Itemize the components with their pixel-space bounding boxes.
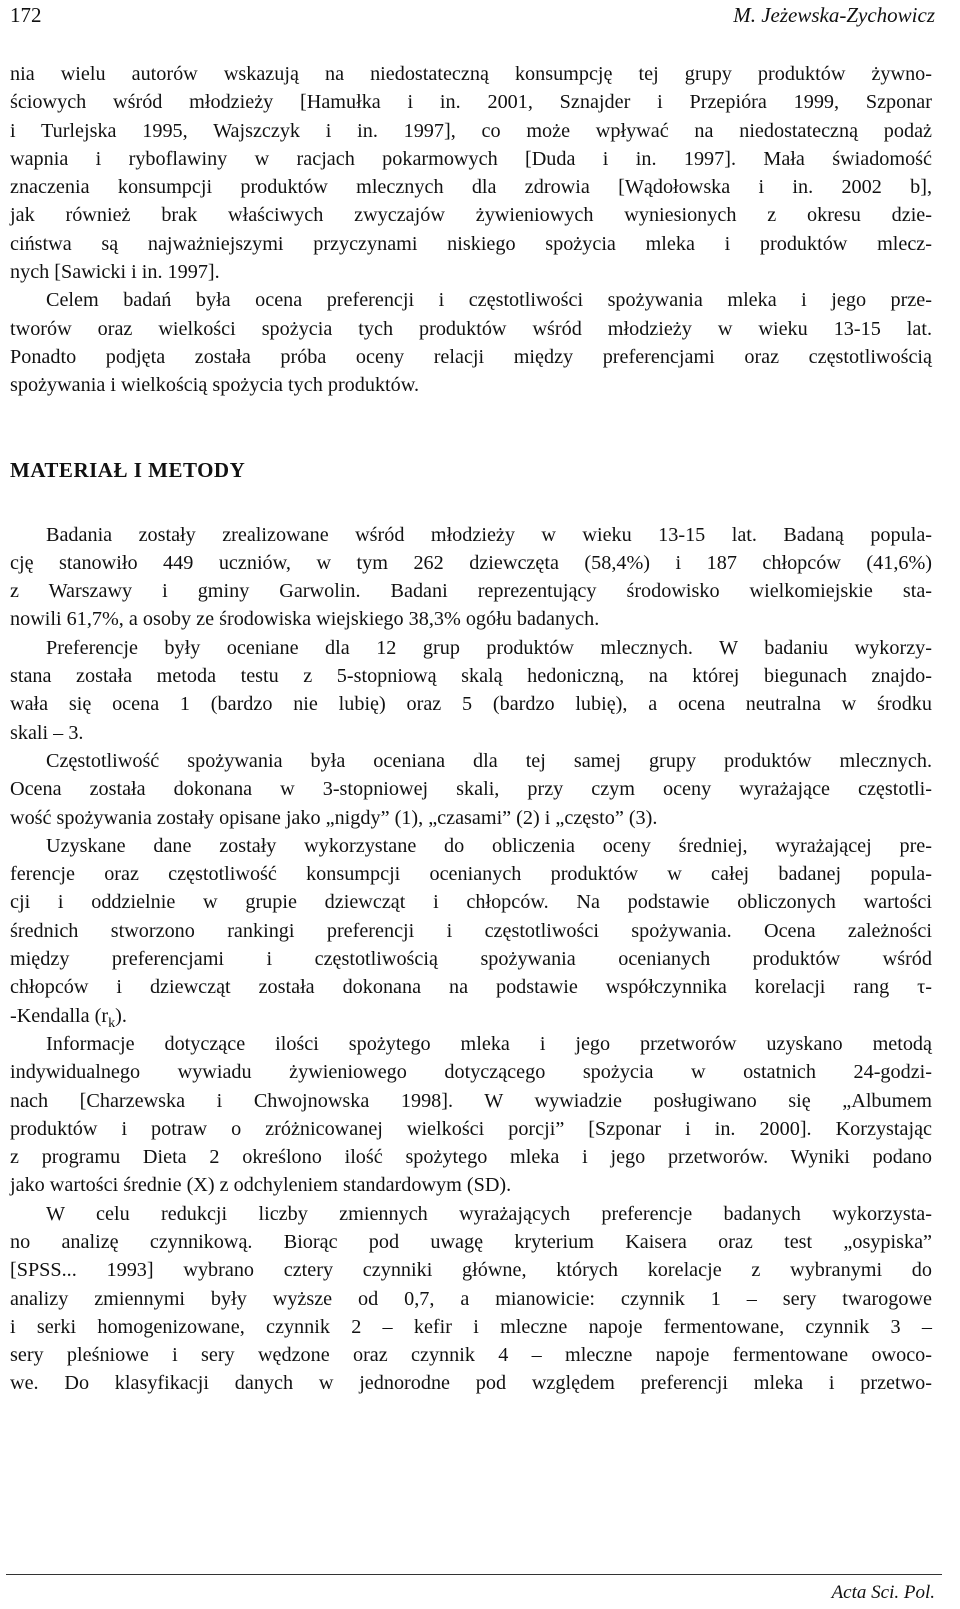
- text-line: nych [Sawicki i in. 1997].: [10, 261, 220, 284]
- text-line: średnich stworzono rankingi preferencji i częstotliwości spożywania. Ocena zależności: [10, 919, 932, 942]
- text-line: analizy zmiennymi były wyższe od 0,7, a mianowicie: czynnik 1 – sery twarogowe: [10, 1287, 932, 1310]
- page-header: [10, 0, 935, 36]
- text-line: Preferencje były oceniane dla 12 grup produktów mlecznych. W badaniu wykorzy-: [46, 636, 932, 659]
- text-line: cji i oddzielnie w grupie dziewcząt i chłopców. Na podstawie obliczonych wartości: [10, 891, 932, 914]
- intro-paragraph-2: [10, 286, 932, 399]
- text-line: i Turlejska 1995, Wajszczyk i in. 1997], co może wpływać na niedostateczną podaż: [10, 119, 932, 142]
- footer-divider: [6, 1574, 942, 1575]
- text-line: no analizę czynnikową. Biorąc pod uwagę kryterium Kaisera oraz test „osypiska”: [10, 1230, 932, 1253]
- text-line: sery pleśniowe i sery wędzone oraz czynnik 4 – mleczne napoje fermentowane owoco-: [10, 1344, 932, 1367]
- text-line: [10, 1002, 932, 1030]
- text-line: chłopców i dziewcząt została dokonana na podstawie współczynnika korelacji rang τ-: [10, 976, 932, 999]
- journal-footer: Acta Sci. Pol.: [831, 1582, 935, 1603]
- text-line: Ponadto podjęta została próba oceny relacji między preferencjami oraz częstotliwością: [10, 345, 932, 368]
- methods-paragraph-3: [10, 747, 932, 832]
- text-line: produktów i potraw o zróżnicowanej wielkości porcji” [Szponar i in. 2000]. Korzystając: [10, 1117, 932, 1140]
- methods-paragraph-5: [10, 1030, 932, 1200]
- methods-paragraph-6: [10, 1200, 932, 1398]
- text-line: jako wartości średnie (X) z odchyleniem standardowym (SD).: [10, 1174, 512, 1197]
- text-line: indywidualnego wywiadu żywieniowego dotyczącego spożycia w ostatnich 24-godzi-: [10, 1061, 932, 1084]
- methods-paragraph-2: [10, 634, 932, 747]
- running-head-author: M. Jeżewska-Zychowicz: [733, 3, 935, 27]
- text-line: Celem badań była ocena preferencji i częstotliwości spożywania mleka i jego prze-: [46, 289, 932, 312]
- text-line: skali – 3.: [10, 721, 84, 744]
- text-line: tworów oraz wielkości spożycia tych produktów wśród młodzieży w wieku 13-15 lat.: [10, 317, 932, 340]
- subscript-k: k: [108, 1014, 116, 1031]
- text-line: wała się ocena 1 (bardzo nie lubię) oraz 5 (bardzo lubię), a ocena neutralna w środku: [10, 693, 932, 716]
- article-body: [10, 60, 932, 1398]
- methods-paragraph-4: [10, 832, 932, 1030]
- kendalla-suffix: ).: [115, 1004, 127, 1027]
- text-line: Ocena została dokonana w 3-stopniowej skali, przy czym oceny wyrażające częstotli-: [10, 778, 932, 801]
- text-line: stana została metoda testu z 5-stopniową skalą hedoniczną, na której biegunach znajdo-: [10, 665, 932, 688]
- text-line: nowili 61,7%, a osoby ze środowiska wiejskiego 38,3% ogółu badanych.: [10, 608, 600, 631]
- text-line: Częstotliwość spożywania była oceniana dla tej samej grupy produktów mlecznych.: [46, 749, 932, 772]
- text-line: i serki homogenizowane, czynnik 2 – kefir i mleczne napoje fermentowane, czynnik 3 –: [10, 1315, 932, 1338]
- text-line: z programu Dieta 2 określono ilość spożytego mleka i jego przetworów. Wyniki podano: [10, 1146, 932, 1169]
- text-line: Uzyskane dane zostały wykorzystane do obliczenia oceny średniej, wyrażającej pre-: [46, 834, 932, 857]
- text-line: wapnia i ryboflawiny w racjach pokarmowych [Duda i in. 1997]. Mała świadomość: [10, 147, 932, 170]
- text-line: z Warszawy i gminy Garwolin. Badani reprezentujący środowisko wielkomiejskie sta-: [10, 580, 932, 603]
- text-line: Informacje dotyczące ilości spożytego mleka i jego przetworów uzyskano metodą: [46, 1032, 932, 1055]
- text-line: jak również brak właściwych zwyczajów żywieniowych wyniesionych z okresu dzie-: [10, 204, 932, 227]
- section-heading: MATERIAŁ I METODY: [10, 457, 246, 482]
- text-line: W celu redukcji liczby zmiennych wyrażających preferencje badanych wykorzysta-: [46, 1202, 932, 1225]
- text-line: ciństwa są najważniejszymi przyczynami niskiego spożycia mleka i produktów mlecz-: [10, 232, 932, 255]
- text-line: między preferencjami i częstotliwością spożywania ocenianych produktów wśród: [10, 948, 932, 971]
- text-line: cję stanowiło 449 uczniów, w tym 262 dziewczęta (58,4%) i 187 chłopców (41,6%): [10, 551, 932, 574]
- text-line: Badania zostały zrealizowane wśród młodzieży w wieku 13-15 lat. Badaną popula-: [46, 523, 932, 546]
- page-number: 172: [10, 3, 42, 27]
- methods-paragraph-1: [10, 521, 932, 634]
- text-line: ściowych wśród młodzieży [Hamułka i in. 2001, Sznajder i Przepióra 1999, Szponar: [10, 91, 932, 114]
- text-line: znaczenia konsumpcji produktów mlecznych dla zdrowia [Wądołowska i in. 2002 b],: [10, 176, 932, 199]
- text-line: we. Do klasyfikacji danych w jednorodne pod względem preferencji mleka i przetwo-: [10, 1372, 932, 1395]
- kendalla-prefix: -Kendalla (r: [10, 1004, 109, 1027]
- text-line: ferencje oraz częstotliwość konsumpcji ocenianych produktów w całej badanej popula-: [10, 863, 932, 886]
- text-line: wość spożywania zostały opisane jako „nigdy” (1), „czasami” (2) i „często” (3).: [10, 806, 658, 829]
- text-line: nia wielu autorów wskazują na niedostateczną konsumpcję tej grupy produktów żywno-: [10, 63, 932, 85]
- text-line: [SPSS... 1993] wybrano cztery czynniki główne, których korelacje z wybranymi do: [10, 1259, 932, 1282]
- text-line: nach [Charzewska i Chwojnowska 1998]. W wywiadzie posługiwano się „Albumem: [10, 1089, 932, 1112]
- intro-paragraph-1: [10, 60, 932, 286]
- text-line: spożywania i wielkością spożycia tych produktów.: [10, 374, 420, 397]
